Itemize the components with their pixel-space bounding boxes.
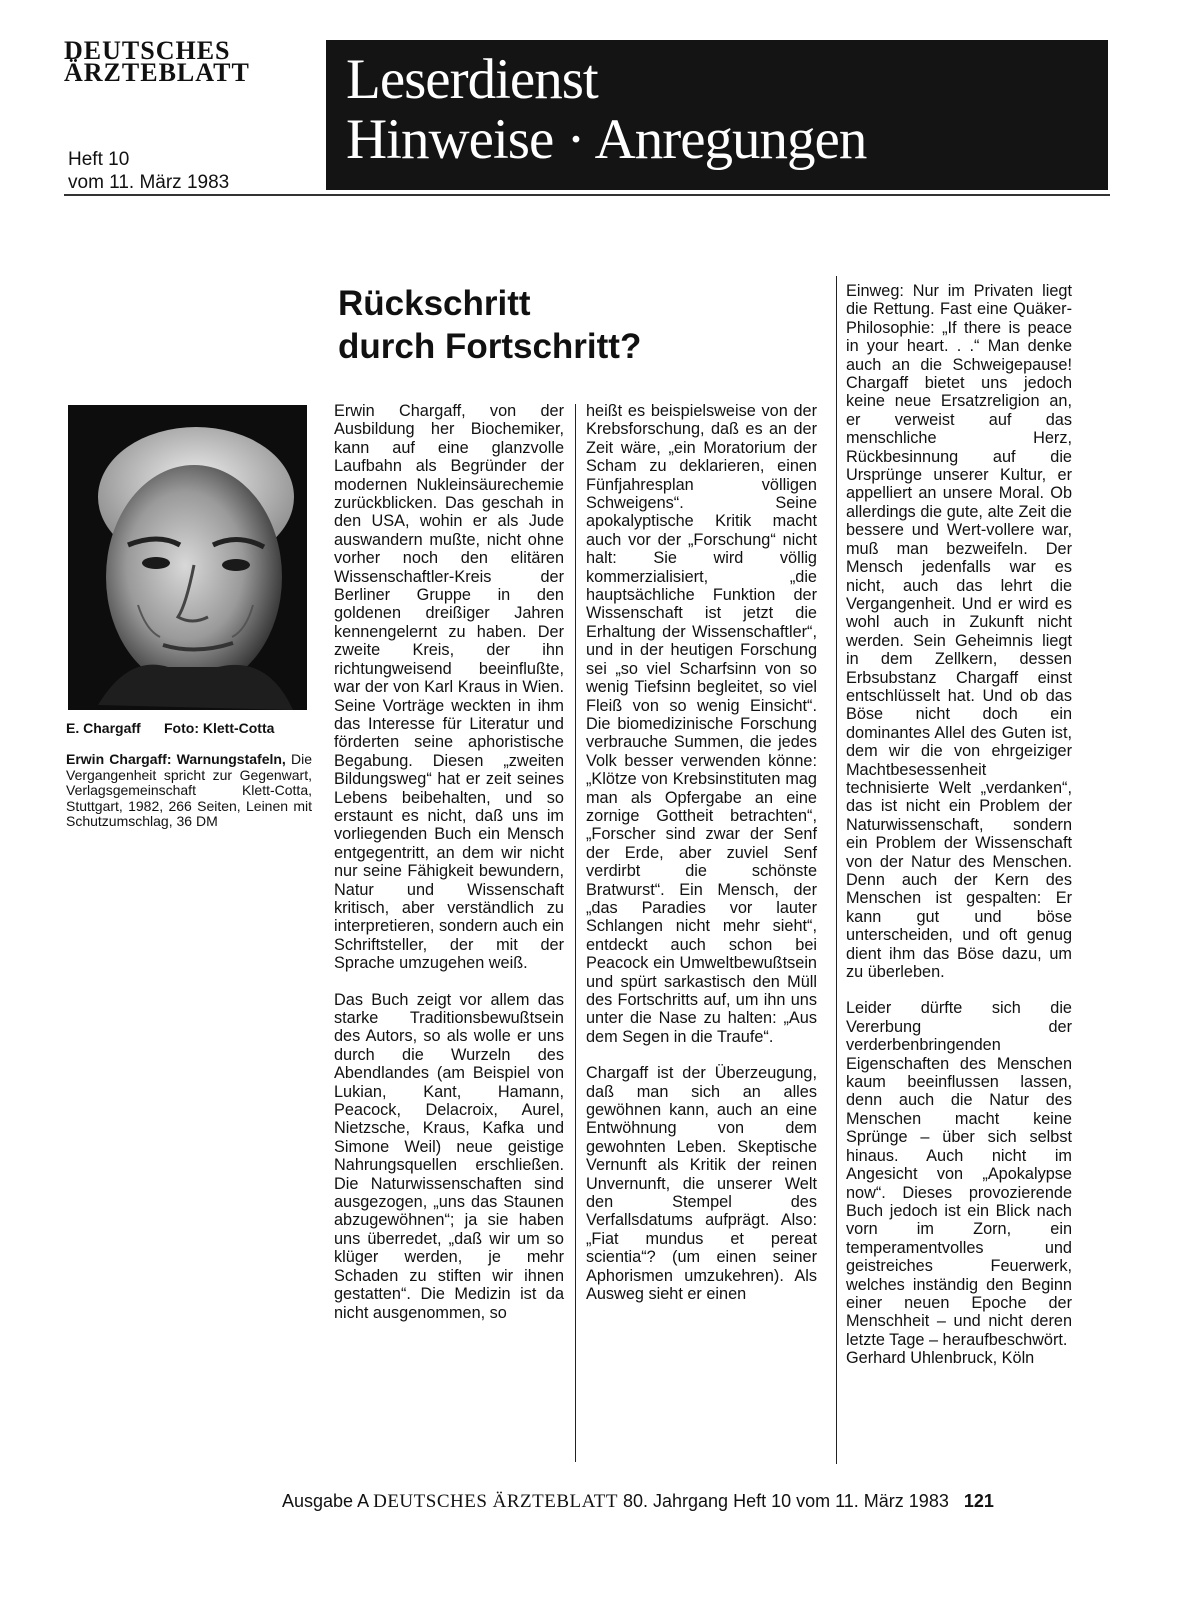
headline-line2: durch Fortschritt? (338, 327, 642, 366)
article-paragraph: Erwin Chargaff, von der Ausbildung her Biochemiker, kann auf eine glanzvolle Laufbahn als Begründer der modernen Nukleinsäurechemie zurückblicken. Das geschah in den USA, wohin er als Jude auswandern mußte, nicht ohne vorher noch den elitären Wissenschaftler-Kreis der Berliner Gruppe in den goldenen dreißiger Jahren kennengelernt zu haben. Der zweite Kreis, der ihn richtungweisend beeinflußte, war der von Karl Kraus in Wien. Seine Vorträge weckten in ihm das Interesse für Literatur und förderten seine aphoristische Begabung. Diesen „zweiten Bildungsweg“ hat er zeit seines Lebens beibehalten, und so erstaunt es nicht, daß uns im vorliegenden Buch ein Mensch entgegentritt, an dem wir nicht nur seine Fähigkeit bewundern, Natur und Wissenschaft kritisch, aber verständlich zu interpretieren, sondern auch ein Schriftsteller, der mit der Sprache umzugehen weiß. (334, 402, 564, 973)
banner-line1: Leserdienst (346, 48, 598, 111)
article-column-2 (586, 402, 817, 1304)
column-divider (836, 276, 837, 1464)
photo-caption (66, 720, 312, 736)
page-footer (282, 1491, 1102, 1513)
book-info (66, 752, 312, 830)
column-divider (575, 404, 576, 1462)
author-portrait-photo (68, 405, 307, 710)
masthead-logo (64, 36, 304, 87)
portrait-illustration (68, 405, 307, 710)
footer-brand: DEUTSCHES ÄRZTEBLATT (373, 1491, 618, 1512)
article-headline (338, 282, 798, 368)
footer-edition: Ausgabe A (282, 1491, 369, 1511)
section-banner (326, 40, 1108, 190)
article-paragraph: Leider dürfte sich die Vererbung der verderbenbringenden Eigenschaften des Menschen kaum beeinflussen lassen, denn auch die Natur des Menschen macht keine Sprünge – über sich selbst hinaus. Auch nicht im Angesicht von „Apokalypse now“. Dieses provozierende Buch jedoch ist ein Blick nach vorn im Zorn, ein temperamentvolles und geistreiches Feuerwerk, welches inständig den Beginn einer neuen Epoche der Menschheit – und nicht deren letzte Tage – heraufbeschwört. (846, 999, 1072, 1349)
masthead-line1: DEUTSCHES (64, 36, 231, 65)
footer-volume: 80. Jahrgang Heft 10 vom 11. März 1983 (622, 1491, 949, 1511)
caption-credit: Foto: Klett-Cotta (164, 720, 275, 736)
masthead-line2: ÄRZTEBLATT (64, 58, 250, 87)
page-number: 121 (963, 1491, 994, 1511)
article-column-1 (334, 402, 564, 1322)
banner-line2: Hinweise · Anregungen (346, 108, 867, 171)
headline-line1: Rückschritt (338, 284, 531, 323)
header-divider (64, 194, 1110, 196)
article-paragraph: Das Buch zeigt vor allem das starke Traditionsbewußtsein des Autors, so als wolle er uns durch die Wurzeln des Abendlandes (am Beispiel von Lukian, Kant, Hamann, Peacock, Delacroix, Aurel, Nietzsche, Kraus, Kafka und Simone Weil) neue geistige Nahrungsquellen erschließen. Die Naturwissenschaften sind ausgezogen, „uns das Staunen abzugewöhnen“; ja sie haben uns überredet, „daß wir um so klüger werden, je mehr Schaden zu stiften wir ihnen gestatten“. Die Medizin ist da nicht ausgenommen, so (334, 990, 564, 1322)
issue-date: vom 11. März 1983 (68, 172, 230, 193)
issue-number: Heft 10 (68, 149, 130, 170)
issue-info (68, 148, 229, 194)
caption-name: E. Chargaff (66, 720, 141, 736)
book-details: Die Vergangenheit spricht zur Gegenwart, Verlagsgemeinschaft Klett-Cotta, Stuttgart, 1982, 266 Seiten, Leinen mit Schutzumschlag, 36 DM (66, 751, 312, 829)
article-paragraph: heißt es beispielsweise von der Krebsforschung, daß es an der Zeit wäre, „ein Moratorium der Scham zu deklarieren, einen Fünfjahresplan völligen Schweigens“. Seine apokalyptische Kritik macht auch vor der „Forschung“ nicht halt: Sie wird völlig kommerzialisiert, „die hauptsächliche Funktion der Wissenschaft ist jetzt die Erhaltung der Wissenschaftler“, und in der heutigen Forschung sei „so viel Scharfsinn von so wenig Tiefsinn begleitet, so viel Fleiß von so wenig Einsicht“. Die biomedizinische Forschung verbrauche Summen, die jedes Volk besser verwenden könne: „Klötze von Krebsinstituten mag man als Opfergabe an eine zornige Gottheit betrachten“, „Forscher sind zwar der Senf der Erde, aber zuviel Senf verdirbt die schönste Bratwurst“. Ein Mensch, der „das Paradies vor lauter Schlangen nicht mehr sieht“, entdeckt auch schon bei Peacock ein Umweltbewußtsein und spürt sarkastisch den Müll des Fortschritts auf, um ihn uns unter die Nase zu halten: „Aus dem Segen in die Traufe“. (586, 402, 817, 1046)
article-paragraph: Chargaff ist der Überzeugung, daß man sich an alles gewöhnen kann, auch an eine Entwöhnung von dem gewohnten Leben. Skeptische Vernunft als Kritik der reinen Unvernunft, die unserer Welt den Stempel des Verfallsdatums aufprägt. Also: „Fiat mundus et pereat scientia“? (um einen seiner Aphorismen umzukehren). Als Ausweg sieht er einen (586, 1064, 817, 1304)
book-title: Erwin Chargaff: Warnungstafeln, (66, 751, 286, 767)
article-column-3 (846, 282, 1072, 1368)
author-signature: Gerhard Uhlenbruck, Köln (846, 1349, 1035, 1368)
article-paragraph: Einweg: Nur im Privaten liegt die Rettung. Fast eine Quäker-Philosophie: „If there is peace in your heart. . .“ Man denke auch an die Schweigepause! Chargaff bietet uns jedoch keine neue Ersatzreligion an, er verweist auf das menschliche Herz, Rückbesinnung auf die Ursprünge unserer Kultur, er appelliert an unsere Moral. Ob allerdings die gute, alte Zeit die bessere und Wert-vollere war, muß man bezweifeln. Der Mensch jedenfalls war es nicht, auch das lehrt die Vergangenheit. Und er wird es wohl auch in Zukunft nicht werden. Sein Geheimnis liegt in dem Zellkern, dessen Erbsubstanz Chargaff einst entschlüsselt hat. Und ob das Böse nicht doch ein dominantes Allel des Guten ist, dem wir die von ehrgeiziger Machtbesessenheit technisierte Welt „verdanken“, das ist nicht ein Problem der Naturwissenschaft, sondern ein Problem der Wissenschaft von der Natur des Menschen. Denn auch der Kern des Menschen ist gespalten: Er kann gut und böse unterscheiden, und oft genug dient ihm das Böse dazu, um zu überleben. (846, 282, 1072, 982)
